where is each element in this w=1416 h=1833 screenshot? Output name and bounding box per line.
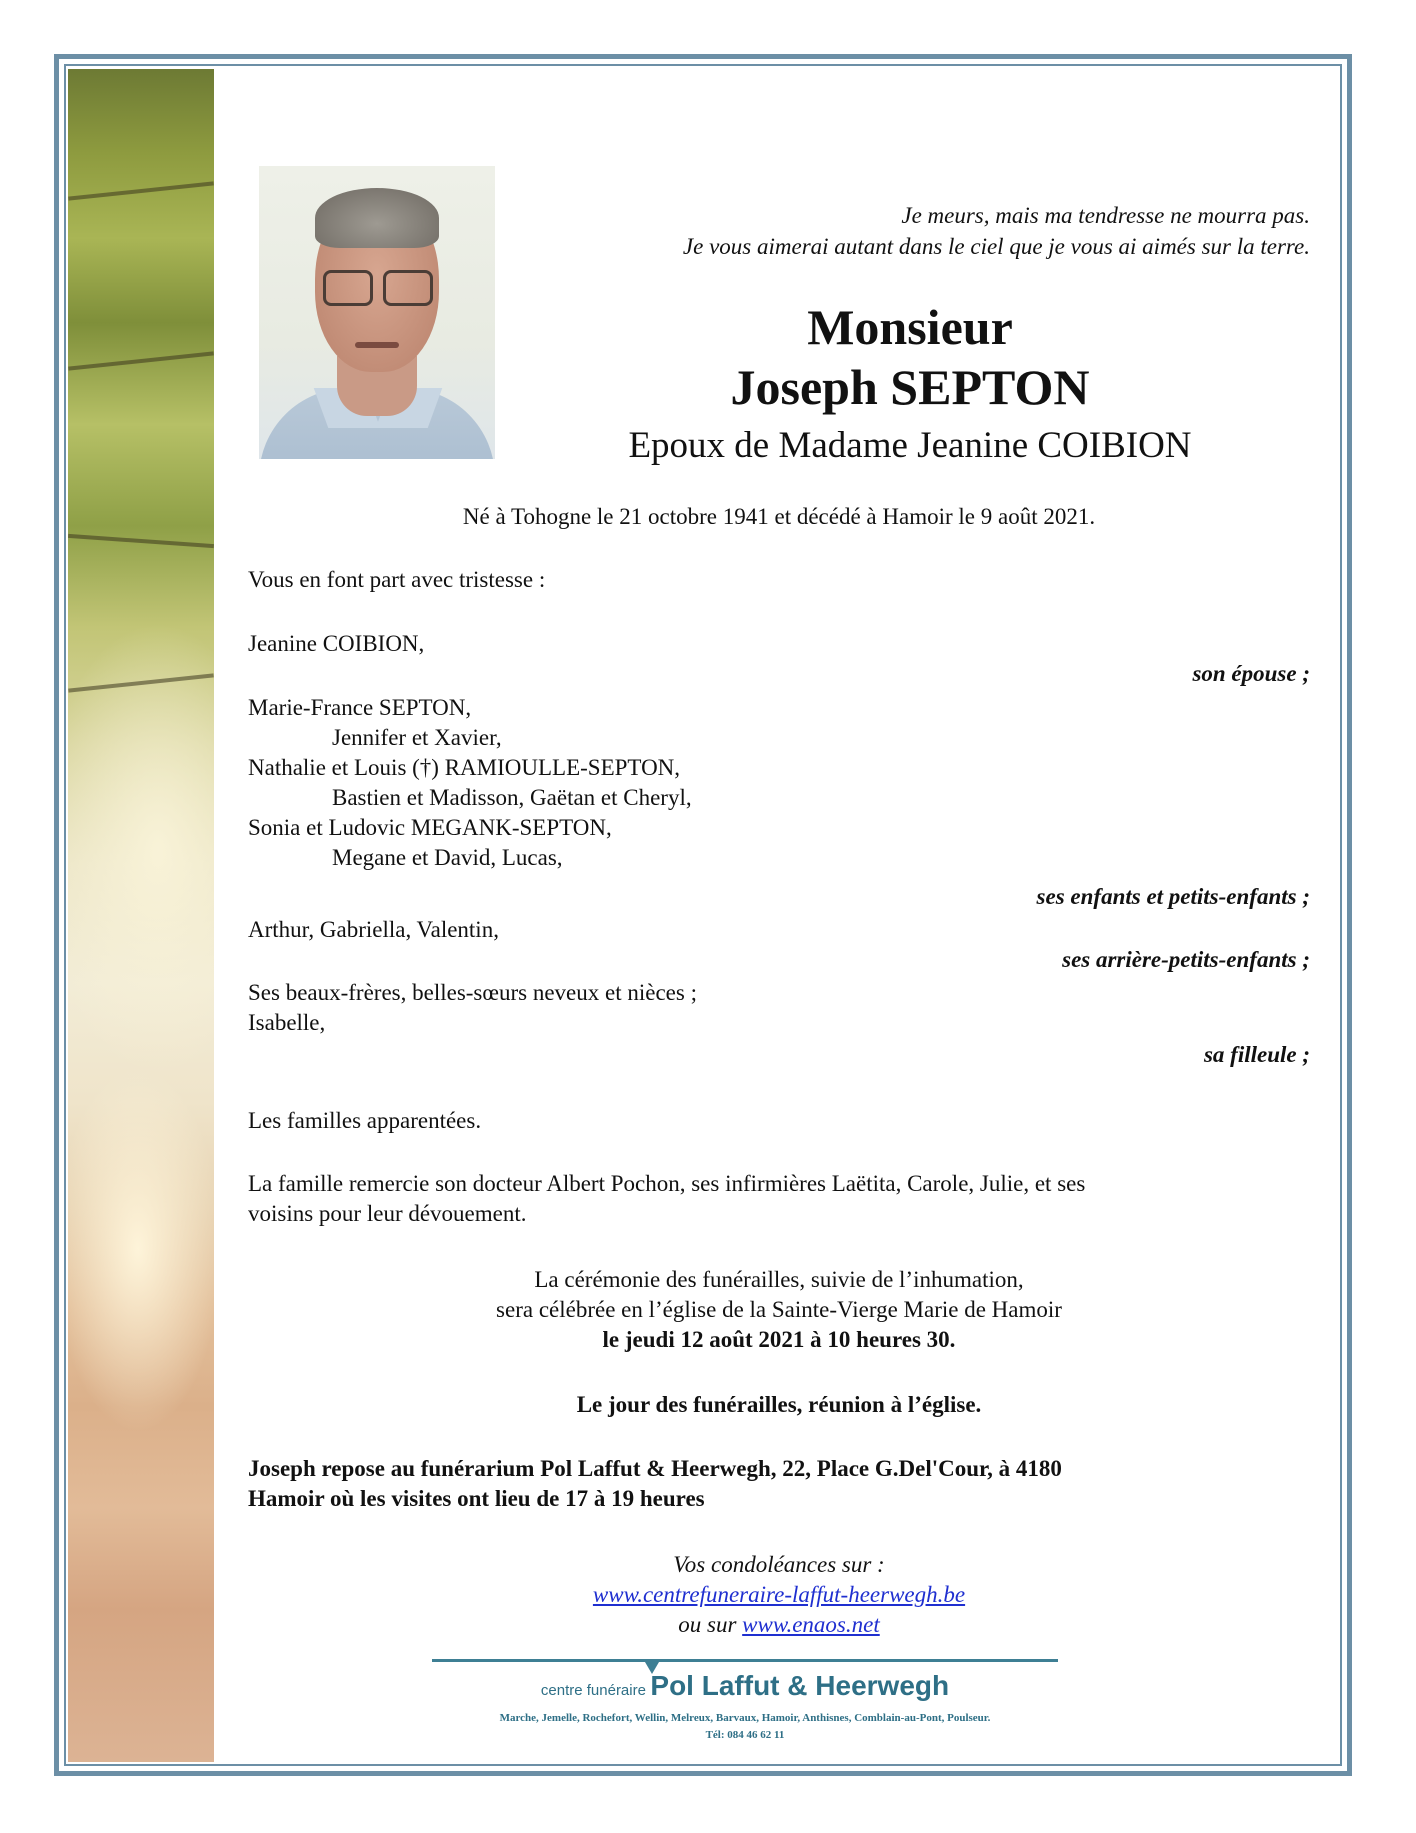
footer-logo xyxy=(432,1670,1058,1702)
footer-rule xyxy=(432,1659,1058,1662)
deceased-name: Joseph SEPTON xyxy=(730,359,1090,415)
spouse-line: Epoux de Madame Jeanine COIBION xyxy=(628,425,1192,466)
honorific: Monsieur xyxy=(807,299,1013,355)
ceremony-line: La cérémonie des funérailles, suivie de l’inhumation, xyxy=(534,1267,1024,1292)
grandchild-line: Bastien et Madisson, Gaëtan et Cheryl, xyxy=(332,785,692,810)
goddaughter: Isabelle, xyxy=(248,1010,326,1035)
portrait-photo xyxy=(259,166,495,459)
intro-text: Vous en font part avec tristesse : xyxy=(248,567,546,592)
ceremony-date: le jeudi 12 août 2021 à 10 heures 30. xyxy=(602,1327,956,1352)
children-role: ses enfants et petits-enfants ; xyxy=(1036,884,1310,909)
condolences-alt xyxy=(248,1610,1310,1640)
thanks-line: voisins pour leur dévouement. xyxy=(248,1201,527,1226)
meeting-note: Le jour des funérailles, réunion à l’église. xyxy=(576,1392,982,1417)
child-line: Marie-France SEPTON, xyxy=(248,695,472,720)
footer-tel: Tél: 084 46 62 11 xyxy=(705,1729,785,1741)
condolences-or: ou sur xyxy=(678,1612,737,1637)
condolences-link-1[interactable]: www.centrefuneraire-laffut-heerwegh.be xyxy=(592,1582,966,1607)
great-grandchildren: Arthur, Gabriella, Valentin, xyxy=(248,917,499,942)
condolences-link-2[interactable]: www.enaos.net xyxy=(742,1612,880,1637)
related-families: Les familles apparentées. xyxy=(248,1108,482,1133)
footer-prefix: centre funéraire xyxy=(540,1682,646,1699)
birth-death-line: Né à Tohogne le 21 octobre 1941 et décédé à Hamoir le 9 août 2021. xyxy=(462,504,1096,529)
thanks-line: La famille remercie son docteur Albert Pochon, ses infirmières Laëtita, Carole, Julie, et ses xyxy=(248,1171,1086,1196)
epitaph-quote xyxy=(683,200,1310,262)
footer-towns: Marche, Jemelle, Rochefort, Wellin, Melreux, Barvaux, Hamoir, Anthisnes, Comblain-au-Pont, Poulseur. xyxy=(499,1712,991,1724)
child-line: Sonia et Ludovic MEGANK-SEPTON, xyxy=(248,815,612,840)
grandchild-line: Jennifer et Xavier, xyxy=(332,725,502,750)
in-laws: Ses beaux-frères, belles-sœurs neveux et nièces ; xyxy=(248,980,697,1005)
quote-line: Je vous aimerai autant dans le ciel que je vous ai aimés sur la terre. xyxy=(682,234,1310,259)
child-line: Nathalie et Louis (†) RAMIOULLE-SEPTON, xyxy=(248,755,681,780)
visit-line: Hamoir où les visites ont lieu de 17 à 19 heures xyxy=(248,1486,705,1511)
goddaughter-role: sa filleule ; xyxy=(1203,1042,1310,1067)
footer-brand: Pol Laffut & Heerwegh xyxy=(650,1670,950,1701)
grandchild-line: Megane et David, Lucas, xyxy=(332,845,563,870)
quote-line: Je meurs, mais ma tendresse ne mourra pas. xyxy=(901,203,1310,228)
condolences-label: Vos condoléances sur : xyxy=(673,1552,885,1577)
spouse-name: Jeanine COIBION, xyxy=(248,631,425,656)
visit-line: Joseph repose au funérarium Pol Laffut & Heerwegh, 22, Place G.Del'Cour, à 4180 xyxy=(248,1456,1062,1481)
great-grandchildren-role: ses arrière-petits-enfants ; xyxy=(1062,947,1310,972)
ceremony-line: sera célébrée en l’église de la Sainte-Vierge Marie de Hamoir xyxy=(496,1297,1062,1322)
forest-path-image xyxy=(68,69,214,1762)
spouse-role: son épouse ; xyxy=(1192,661,1310,686)
